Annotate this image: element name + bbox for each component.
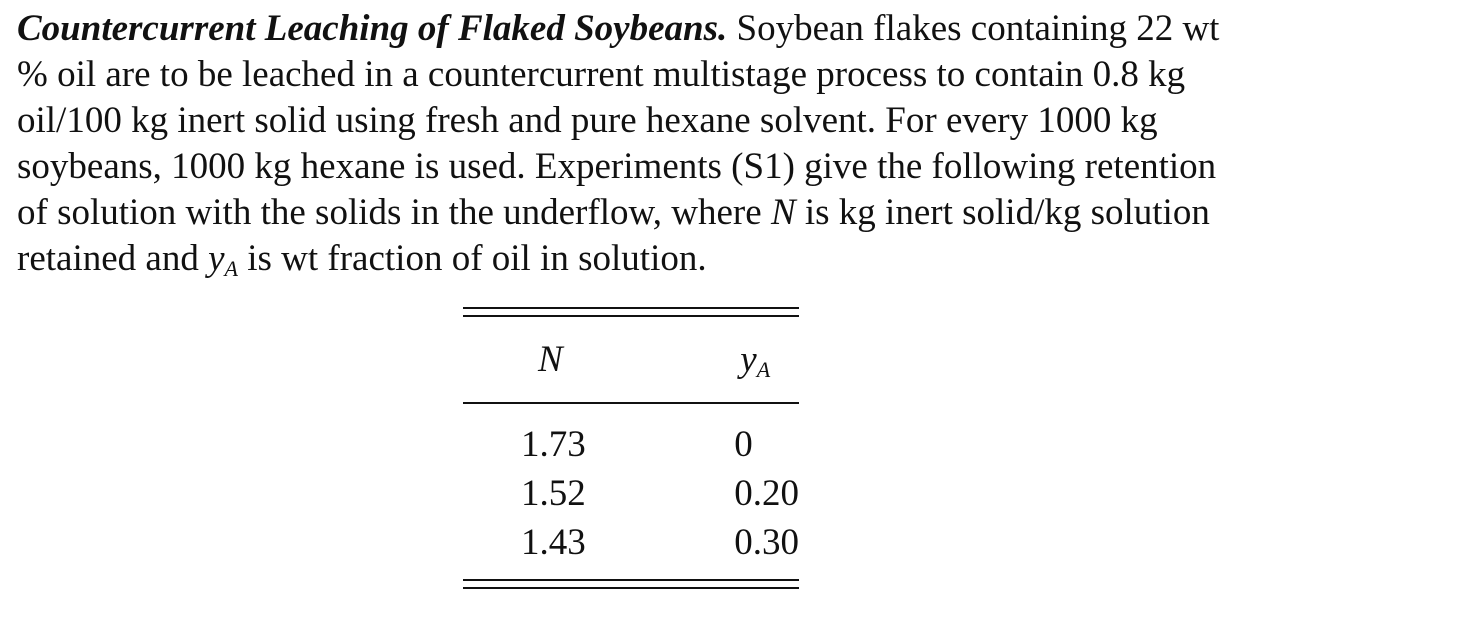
cell-n: 1.73 xyxy=(521,424,586,465)
table-row xyxy=(463,518,799,567)
problem-statement xyxy=(17,6,1407,282)
variable-y: y xyxy=(208,238,225,279)
table-header-row xyxy=(463,317,799,402)
text-line-5 xyxy=(17,190,1407,236)
cell-n: 1.52 xyxy=(521,473,586,514)
line6-after: is wt fraction of oil in solution. xyxy=(247,238,707,279)
text-line-3: oil/100 kg inert solid using fresh and pure hexane solvent. For every 1000 kg xyxy=(17,100,1158,141)
line1-text: Soybean flakes containing 22 wt xyxy=(736,8,1220,49)
line5-before: of solution with the solids in the underflow, where xyxy=(17,192,762,233)
line5-after: is kg inert solid/kg solution xyxy=(804,192,1210,233)
table-top-rule xyxy=(463,307,799,317)
cell-y: 0 xyxy=(734,424,753,465)
line6-before: retained and xyxy=(17,238,199,279)
variable-n: N xyxy=(770,192,796,233)
cell-y: 0.20 xyxy=(734,473,799,514)
variable-y-subscript: A xyxy=(224,256,238,281)
cell-y: 0.30 xyxy=(734,522,799,563)
cell-n: 1.43 xyxy=(521,522,586,563)
table-row xyxy=(463,469,799,518)
table-row xyxy=(463,420,799,469)
table-bottom-rule xyxy=(463,579,799,589)
retention-table xyxy=(463,307,799,589)
header-y-subscript: A xyxy=(756,357,771,382)
header-n xyxy=(463,317,668,402)
problem-heading: Countercurrent Leaching of Flaked Soybeans. xyxy=(17,8,728,49)
text-line-4: soybeans, 1000 kg hexane is used. Experiments (S1) give the following retention xyxy=(17,146,1217,187)
header-y-text: y xyxy=(740,339,757,380)
data-table xyxy=(463,317,799,579)
text-line-1 xyxy=(17,6,1407,52)
header-n-text: N xyxy=(538,339,563,380)
header-y xyxy=(668,317,799,402)
text-line-2: % oil are to be leached in a countercurrent multistage process to contain 0.8 kg xyxy=(17,54,1186,95)
text-line-6 xyxy=(17,236,1407,282)
